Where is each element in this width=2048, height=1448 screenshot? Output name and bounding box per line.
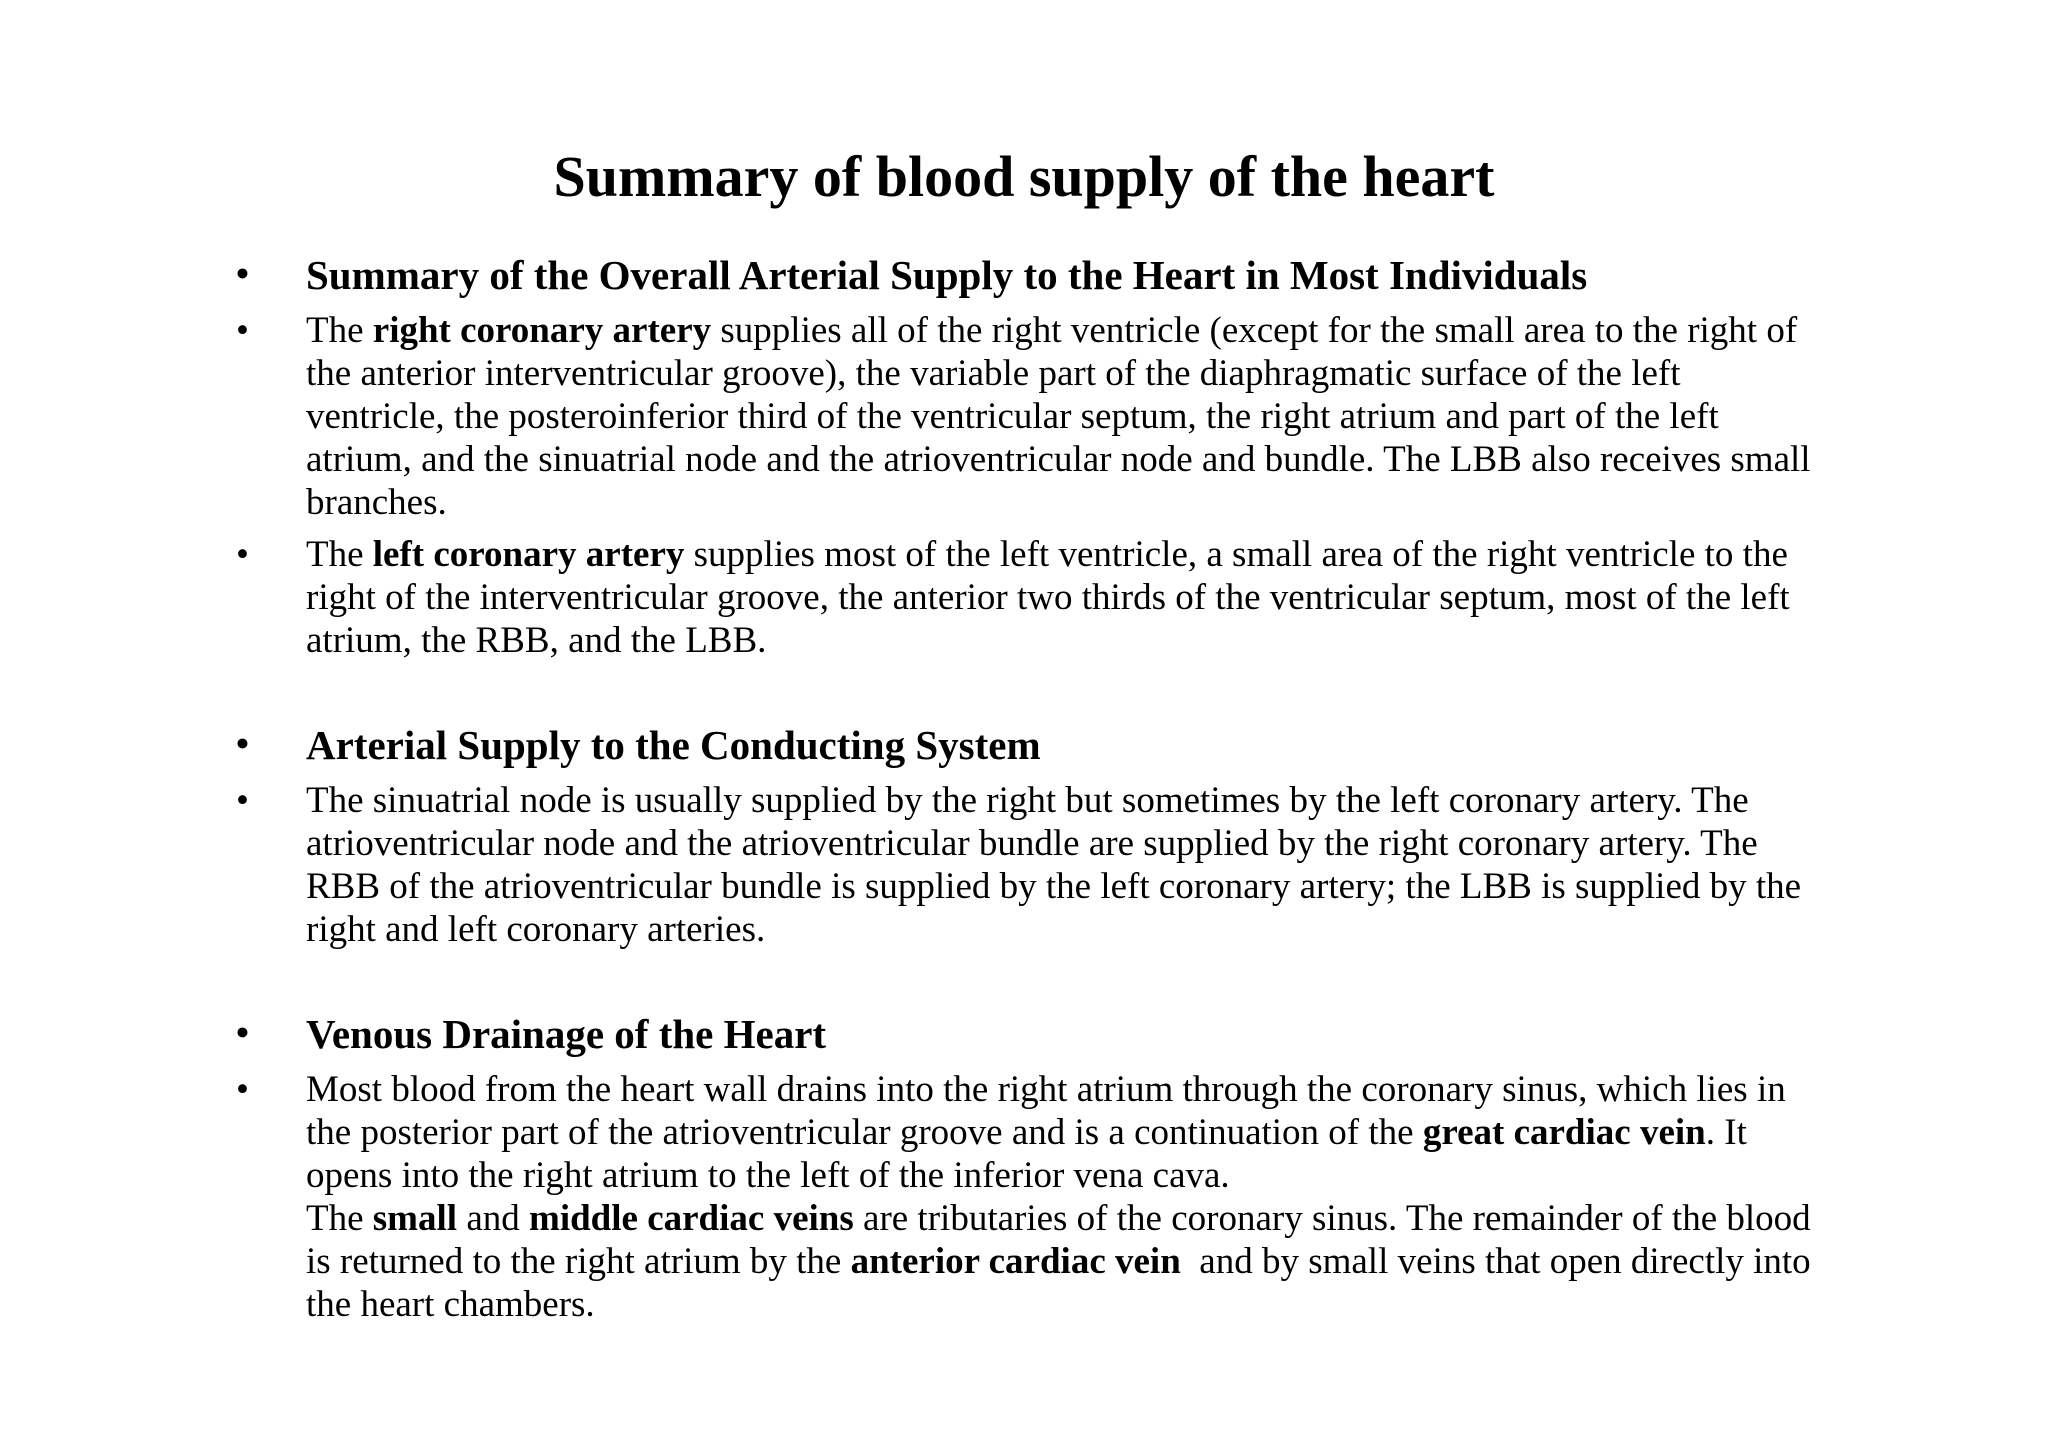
item-text-p2: The small and middle cardiac veins are tributaries of the coronary sinus. The remainder of the blood is returned to the right atrium by the anterior cardiac vein and by small veins that open directly into the heart chambers.: [306, 1198, 1820, 1325]
heading-text: Arterial Supply to the Conducting System: [306, 722, 1041, 768]
item-text: The right coronary artery supplies all of the right ventricle (except for the small area to the right of the anterior interventricular groove), the variable part of the diaphragmatic surface of the left ventricle, the posteroinferior third of the ventricular septum, the right atrium and part of the left atrium, and the sinuatrial node and the atrioventricular node and bundle. The LBB also receives small branches.: [306, 310, 1811, 523]
bullet-icon: •: [236, 1013, 249, 1054]
term-left-coronary-artery: left coronary artery: [372, 534, 685, 575]
list-item-venous-drainage: [236, 1068, 1820, 1326]
bullet-icon: •: [236, 310, 249, 351]
list-item-right-coronary-artery: [236, 309, 1816, 524]
term-great-cardiac-vein: great cardiac vein: [1422, 1112, 1706, 1153]
item-text: The sinuatrial node is usually supplied by the right but sometimes by the left coronary artery. The atrioventricular node and the atrioventricular bundle are supplied by the right coronary artery. The RBB of the atrioventricular bundle is supplied by the left coronary artery; the LBB is supplied by the right and left coronary arteries.: [306, 780, 1802, 950]
heading-text: Summary of the Overall Arterial Supply to the Heart in Most Individuals: [306, 252, 1588, 298]
list-item-left-coronary-artery: [236, 533, 1816, 662]
list-item-conducting-system: [236, 779, 1816, 951]
term-right-coronary-artery: right coronary artery: [372, 310, 712, 351]
section-heading-venous-drainage: [236, 1009, 1816, 1059]
term-small: small: [372, 1198, 458, 1239]
bullet-icon: •: [236, 1069, 249, 1110]
bullet-icon: •: [236, 780, 249, 821]
item-text-p1: Most blood from the heart wall drains into the right atrium through the coronary sinus, which lies in the posterior part of the atrioventricular groove and is a continuation of the great cardiac vein. It opens into the right atrium to the left of the inferior vena cava.: [306, 1069, 1786, 1196]
page-title: Summary of blood supply of the heart: [553, 144, 1495, 209]
bullet-icon: •: [236, 534, 249, 575]
section-heading-conducting-system: [236, 720, 1816, 770]
bullet-list: [236, 250, 1820, 1326]
bullet-icon: •: [236, 724, 249, 765]
item-text: The left coronary artery supplies most of the left ventricle, a small area of the right ventricle to the right of the interventricular groove, the anterior two thirds of the ventricular septum, most of the left atrium, the RBB, and the LBB.: [306, 534, 1790, 661]
term-middle-cardiac-veins: middle cardiac veins: [529, 1198, 854, 1239]
bullet-icon: •: [236, 254, 249, 295]
section-heading-arterial-supply: [236, 250, 1816, 300]
heading-text: Venous Drainage of the Heart: [306, 1011, 827, 1057]
term-anterior-cardiac-vein: anterior cardiac vein: [850, 1241, 1181, 1282]
